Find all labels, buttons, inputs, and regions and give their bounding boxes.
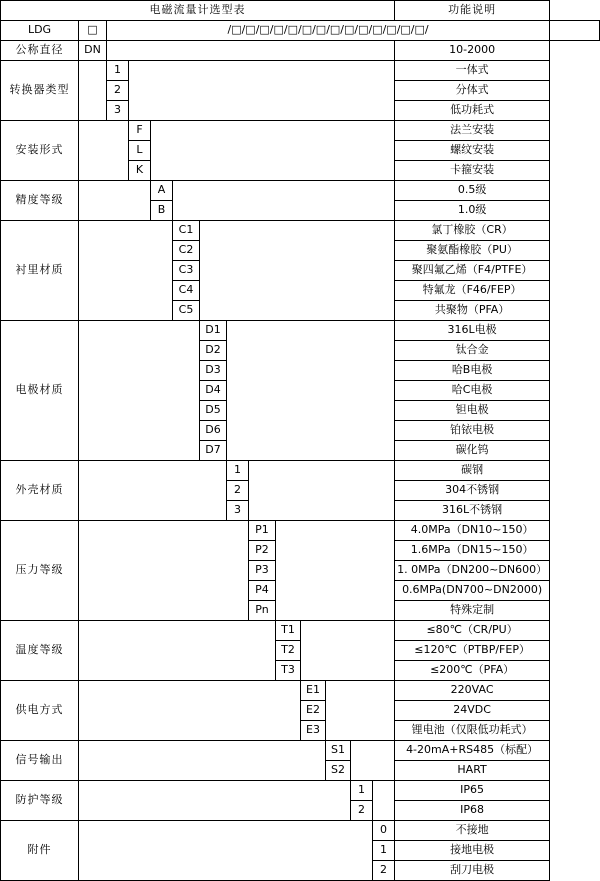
description-cell: 0.5级 <box>395 181 550 201</box>
code-cell: Pn <box>249 601 276 621</box>
spacer-right <box>249 461 395 521</box>
table-row <box>1 821 600 841</box>
spacer-left <box>79 321 200 461</box>
table-row <box>1 461 600 481</box>
spacer-left <box>79 121 129 181</box>
description-cell: 4-20mA+RS485（标配） <box>395 741 550 761</box>
table-row <box>1 61 600 81</box>
table-row <box>1 781 600 801</box>
description-cell: 刮刀电极 <box>395 861 550 881</box>
code-cell: 1 <box>107 61 129 81</box>
description-cell: ≤80℃（CR/PU） <box>395 621 550 641</box>
code-cell: 2 <box>373 861 395 881</box>
description-cell: 接地电极 <box>395 841 550 861</box>
description-cell: 24VDC <box>395 701 550 721</box>
spacer-right <box>301 621 395 681</box>
description-cell: 钛合金 <box>395 341 550 361</box>
spacer-left <box>79 61 107 121</box>
spacer-right <box>326 681 395 741</box>
description-cell: 哈C电极 <box>395 381 550 401</box>
description-cell: 分体式 <box>395 81 550 101</box>
code-cell: 2 <box>227 481 249 501</box>
code-cell: DN <box>79 41 107 61</box>
description-cell: 碳钢 <box>395 461 550 481</box>
code-cell: D7 <box>200 441 227 461</box>
table-row <box>1 321 600 341</box>
description-cell: IP68 <box>395 801 550 821</box>
code-cell: 1 <box>351 781 373 801</box>
description-cell: 316L电极 <box>395 321 550 341</box>
spacer-left <box>79 821 373 881</box>
table-header-row <box>1 1 600 21</box>
description-cell: 哈B电极 <box>395 361 550 381</box>
description-cell: 特殊定制 <box>395 601 550 621</box>
table-row <box>1 521 600 541</box>
code-cell: S1 <box>326 741 351 761</box>
category-6: 外壳材质 <box>1 461 79 521</box>
description-cell: IP65 <box>395 781 550 801</box>
description-cell: 特氟龙（F46/FEP） <box>395 281 550 301</box>
spacer-left <box>79 741 326 781</box>
description-cell: 法兰安装 <box>395 121 550 141</box>
description-cell: 一体式 <box>395 61 550 81</box>
code-cell: D1 <box>200 321 227 341</box>
description-cell: 锂电池（仅限低功耗式） <box>395 721 550 741</box>
table-row <box>1 621 600 641</box>
spacer-left <box>79 521 249 621</box>
description-cell: HART <box>395 761 550 781</box>
code-cell: F <box>129 121 151 141</box>
code-cell: L <box>129 141 151 161</box>
description-cell: 1.0级 <box>395 201 550 221</box>
description-cell: 10-2000 <box>395 41 550 61</box>
description-cell: 共聚物（PFA） <box>395 301 550 321</box>
description-cell: 聚氨酯橡胶（PU） <box>395 241 550 261</box>
description-cell: 卡箍安装 <box>395 161 550 181</box>
code-cell: D2 <box>200 341 227 361</box>
description-cell: 316L不锈钢 <box>395 501 550 521</box>
code-cell: D5 <box>200 401 227 421</box>
spacer-right <box>200 221 395 321</box>
table-body <box>1 1 600 881</box>
code-cell: T2 <box>276 641 301 661</box>
description-cell: 低功耗式 <box>395 101 550 121</box>
code-cell: B <box>151 201 173 221</box>
code-cell: D6 <box>200 421 227 441</box>
code-cell: D4 <box>200 381 227 401</box>
description-cell: ≤120℃（PTBP/FEP） <box>395 641 550 661</box>
description-cell: 聚四氟乙烯（F4/PTFE） <box>395 261 550 281</box>
category-5: 电极材质 <box>1 321 79 461</box>
description-cell: 钽电极 <box>395 401 550 421</box>
description-cell: 0.6MPa(DN700~DN2000) <box>395 581 550 601</box>
code-cell: 3 <box>227 501 249 521</box>
spacer-left <box>79 621 276 681</box>
table-row <box>1 41 600 61</box>
description-cell: 不接地 <box>395 821 550 841</box>
category-4: 衬里材质 <box>1 221 79 321</box>
description-cell: 1. 0MPa（DN200~DN600） <box>395 561 550 581</box>
category-11: 防护等级 <box>1 781 79 821</box>
description-cell: 4.0MPa（DN10~150） <box>395 521 550 541</box>
code-cell: T3 <box>276 661 301 681</box>
table-row <box>1 181 600 201</box>
category-12: 附件 <box>1 821 79 881</box>
description-cell: 220VAC <box>395 681 550 701</box>
table-row <box>1 681 600 701</box>
spacer-right <box>107 41 395 61</box>
table-row <box>1 121 600 141</box>
code-cell: C4 <box>173 281 200 301</box>
description-cell: ≤200℃（PFA） <box>395 661 550 681</box>
category-0: 公称直径 <box>1 41 79 61</box>
category-10: 信号输出 <box>1 741 79 781</box>
description-cell: 碳化钨 <box>395 441 550 461</box>
spacer-right <box>129 61 395 121</box>
table-title: 电磁流量计选型表 <box>1 1 395 21</box>
category-7: 压力等级 <box>1 521 79 621</box>
code-cell: A <box>151 181 173 201</box>
description-cell: 1.6MPa（DN15~150） <box>395 541 550 561</box>
code-cell: 1 <box>373 841 395 861</box>
code-box-0: □ <box>79 21 107 41</box>
spacer-left <box>79 221 173 321</box>
table-row <box>1 741 600 761</box>
code-cell: P3 <box>249 561 276 581</box>
code-cell: C5 <box>173 301 200 321</box>
spacer-right <box>276 521 395 621</box>
header-spacer <box>550 21 600 41</box>
model-code-row <box>1 21 600 41</box>
code-cell: P1 <box>249 521 276 541</box>
code-cell: E3 <box>301 721 326 741</box>
spacer-left <box>79 181 151 221</box>
model-label: LDG <box>1 21 79 41</box>
code-cell: 0 <box>373 821 395 841</box>
code-cell: T1 <box>276 621 301 641</box>
spacer-left <box>79 781 351 821</box>
category-9: 供电方式 <box>1 681 79 741</box>
code-cell: C2 <box>173 241 200 261</box>
code-cell: K <box>129 161 151 181</box>
description-cell: 铂铱电极 <box>395 421 550 441</box>
description-cell: 304不锈钢 <box>395 481 550 501</box>
code-cell: 1 <box>227 461 249 481</box>
code-cell: P2 <box>249 541 276 561</box>
code-cell: D3 <box>200 361 227 381</box>
code-cell: 3 <box>107 101 129 121</box>
function-column-title: 功能说明 <box>395 1 550 21</box>
spacer-left <box>79 681 301 741</box>
category-8: 温度等级 <box>1 621 79 681</box>
spacer-left <box>79 461 227 521</box>
code-cell: 2 <box>351 801 373 821</box>
spacer-right <box>151 121 395 181</box>
spacer-right <box>351 741 395 781</box>
spacer-right <box>227 321 395 461</box>
code-cell: C3 <box>173 261 200 281</box>
code-cell: E1 <box>301 681 326 701</box>
code-cell: S2 <box>326 761 351 781</box>
description-cell: 螺纹安装 <box>395 141 550 161</box>
code-cell: E2 <box>301 701 326 721</box>
category-3: 精度等级 <box>1 181 79 221</box>
spacer-right <box>173 181 395 221</box>
code-box-row: /□/□/□/□/□/□/□/□/□/□/□/□/□/□/ <box>107 21 550 41</box>
code-cell: C1 <box>173 221 200 241</box>
category-1: 转换器类型 <box>1 61 79 121</box>
code-cell: 2 <box>107 81 129 101</box>
description-cell: 氯丁橡胶（CR） <box>395 221 550 241</box>
category-2: 安装形式 <box>1 121 79 181</box>
table-row <box>1 221 600 241</box>
code-cell: P4 <box>249 581 276 601</box>
spacer-right <box>373 781 395 821</box>
